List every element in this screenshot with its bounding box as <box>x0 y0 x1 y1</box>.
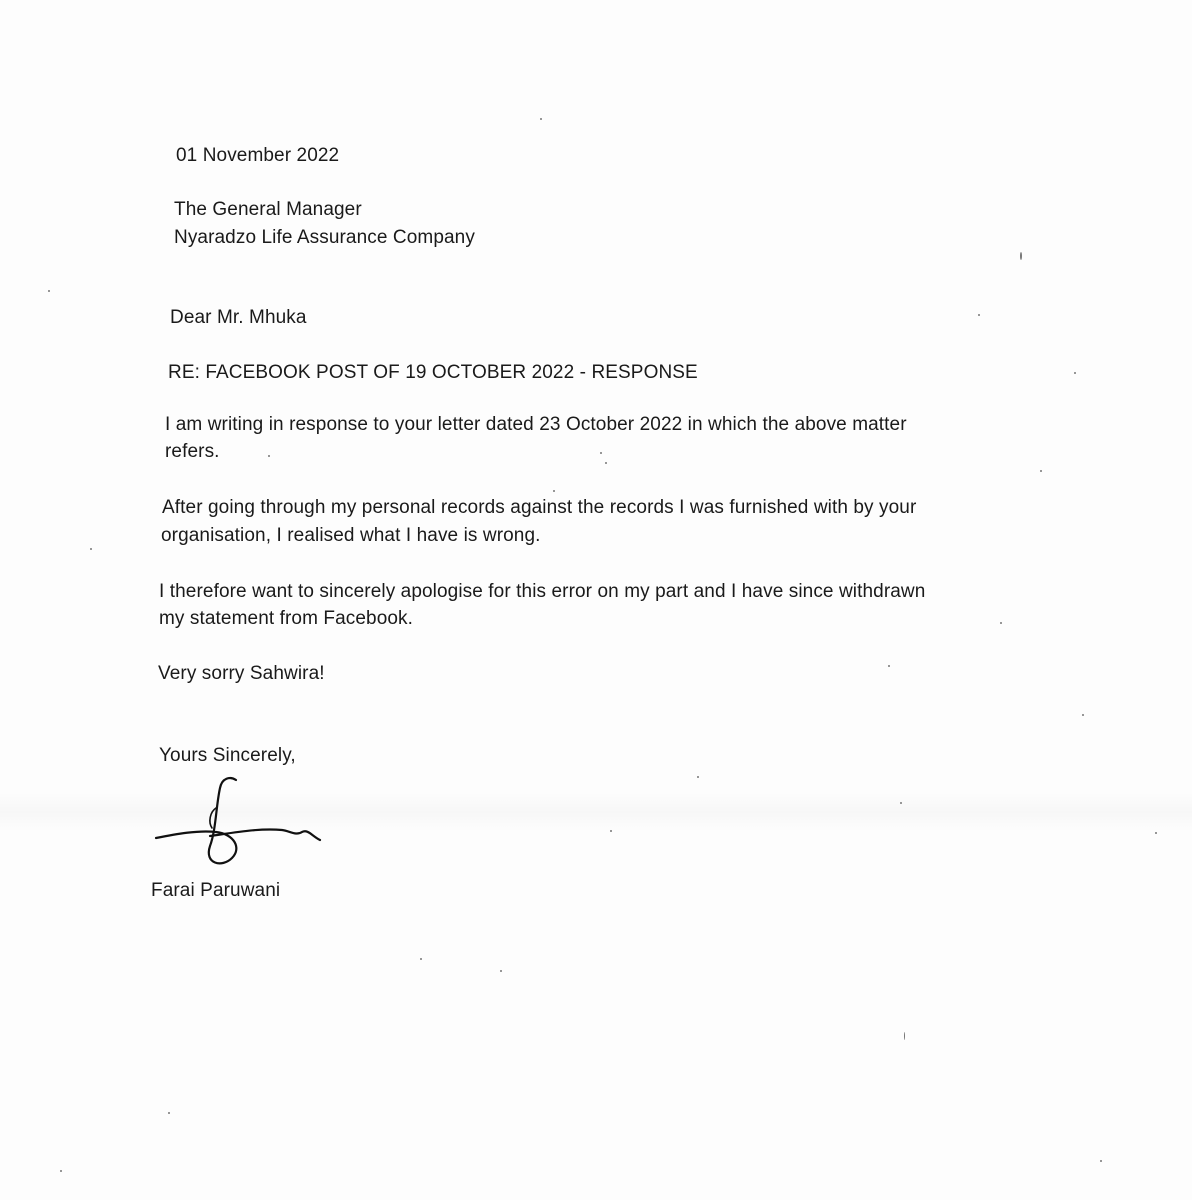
scan-speck <box>978 314 980 316</box>
scan-speck <box>1020 252 1022 260</box>
paragraph-1-line-1: I am writing in response to your letter dated 23 October 2022 in which the above matter <box>165 414 907 435</box>
recipient-company: Nyaradzo Life Assurance Company <box>174 227 475 248</box>
scan-speck <box>90 548 92 550</box>
scan-speck <box>605 462 607 464</box>
scan-speck <box>500 970 502 972</box>
scan-speck <box>1074 372 1076 374</box>
handwritten-signature <box>150 772 330 872</box>
scan-speck <box>1000 622 1002 624</box>
scan-speck <box>904 1032 905 1040</box>
letter-date: 01 November 2022 <box>176 145 340 166</box>
closing-line: Very sorry Sahwira! <box>158 663 325 684</box>
paragraph-2-line-2: organisation, I realised what I have is wrong. <box>161 525 541 546</box>
scan-speck <box>60 1170 62 1172</box>
paragraph-3-line-2: my statement from Facebook. <box>159 608 414 629</box>
scan-speck <box>48 290 50 292</box>
signoff: Yours Sincerely, <box>159 745 296 766</box>
subject-line: RE: FACEBOOK POST OF 19 OCTOBER 2022 - RESPONSE <box>168 362 698 383</box>
paragraph-1-line-2: refers. <box>165 441 220 462</box>
scan-speck <box>268 455 270 457</box>
scan-speck <box>1040 470 1042 472</box>
paragraph-3-line-1: I therefore want to sincerely apologise for this error on my part and I have since withdrawn <box>159 581 926 602</box>
scan-speck <box>168 1112 170 1114</box>
scan-speck <box>553 490 555 492</box>
signer-name: Farai Paruwani <box>151 880 281 901</box>
recipient-title: The General Manager <box>174 199 362 220</box>
salutation: Dear Mr. Mhuka <box>170 307 307 328</box>
scan-speck <box>888 665 890 667</box>
scan-speck <box>600 452 602 454</box>
scan-speck <box>1155 832 1157 834</box>
paragraph-2-line-1: After going through my personal records against the records I was furnished with by your <box>162 497 917 518</box>
scan-speck <box>1082 714 1084 716</box>
scan-speck <box>420 958 422 960</box>
scan-speck <box>697 776 699 778</box>
scan-speck <box>540 118 542 120</box>
scan-speck <box>610 830 612 832</box>
scan-speck <box>1100 1160 1102 1162</box>
scan-speck <box>900 802 902 804</box>
